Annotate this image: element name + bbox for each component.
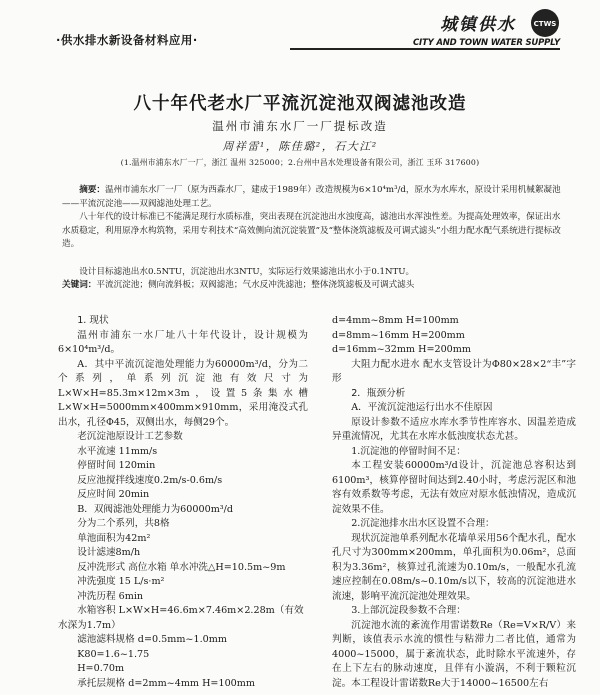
journal-logo-icon (530, 8, 560, 38)
subsection-heading: 1.沉淀池的停留时间不足： (351, 445, 466, 457)
abstract-paragraph-1 (62, 184, 567, 211)
abstract-paragraph-3: 设计目标滤池出水0.5NTU，沉淀池出水3NTU，实际运行效果滤池出水小于0.1NTU。 (79, 267, 415, 277)
param-row: d=4mm~8mm H=100mm (332, 315, 459, 326)
article-subtitle: 温州市浦东水厂一厂提标改造 (212, 119, 388, 133)
body-paragraph: 现状沉淀池单系列配水花墙单采用56个配水孔，配水孔尺寸为300mm×200mm，单孔面积为0.06m²，总面积为3.36m²，核算过孔流速为0.10m/s，一般配水孔流速应控制在0.08m/s~0.10m/s以下，较高的沉淀池进水流速，影响平流沉淀池处理效果。 (332, 532, 576, 602)
param-row: K80=1.6~1.75 (77, 648, 150, 660)
body-paragraph: 大阻力配水进水 配水支管设计为Φ80×28×2“丰”字形 (332, 358, 576, 384)
params-title: 老沉淀池原设计工艺参数 (77, 431, 183, 442)
keywords-text: 平流沉淀池；侧向流斜板；双阀滤池；气水反冲洗滤池；整体浇筑滤板及可调式滤头 (96, 280, 415, 290)
journal-title-en: CITY AND TOWN WATER SUPPLY (413, 38, 560, 48)
subsection-heading: 2.沉淀池排水出水区设置不合理： (351, 518, 495, 529)
param-row: 冲洗强度 15 L/s·m² (77, 576, 165, 587)
param-row: 水平流速 11mm/s (77, 445, 158, 457)
section-heading-status: 1. 现状 (77, 315, 109, 326)
body-paragraph: 温州市浦东一水厂址八十年代设计，设计规模为6×10⁴m³/d。 (58, 329, 308, 355)
journal-title-cn: 城镇供水 (440, 15, 516, 35)
subsection-heading: 3.上部沉淀段参数不合理： (351, 605, 466, 616)
param-row: 冲洗历程 6min (77, 590, 144, 602)
param-row: d=8mm~16mm H=200mm (332, 329, 465, 341)
param-row: 反冲洗形式 高位水箱 单水冲洗△H=10.5m~9m (77, 561, 286, 573)
param-row: 滤池滤料规格 d=0.5mm~1.0mm (77, 634, 227, 645)
article-authors: 周祥雷¹，陈佳璐²，石大江² (222, 140, 378, 153)
param-row: 设计滤速8m/h (77, 547, 141, 558)
subsection-heading: A．平流沉淀池运行出水不佳原因 (351, 402, 493, 413)
param-row: 单池面积为42m² (77, 532, 151, 544)
body-paragraph: 原设计参数不适应水库水季节性库容水、因温差造成异重流情况，尤其在水库水低浊度状态尤甚。 (332, 416, 576, 442)
body-paragraph: B．双阀滤池处理能力为60000m³/d (77, 503, 234, 515)
article-affiliation: (1.温州市浦东水厂一厂，浙江 温州 325000；2.台州中昌水处理设备有限公司，浙江 玉环 317600) (120, 158, 480, 167)
param-row: 水箱容积 L×W×H=46.6m×7.46m×2.28m（有效水深为1.7m） (58, 605, 304, 631)
param-row: 反应池搅拌线速度0.2m/s-0.6m/s (77, 474, 223, 486)
param-row: 反应时间 20min (77, 489, 150, 500)
article-title: 八十年代老水厂平流沉淀池双阀滤池改造 (133, 94, 467, 114)
keywords-line (62, 279, 567, 293)
abstract-paragraph-2: 八十年代的设计标准已不能满足现行水质标准，突出表现在沉淀池出水浊度高，滤池出水浑浊性差。为提高处理效率，保证出水水质稳定，利用原净水构筑物，采用专利技术“高效侧向流沉淀装置”及“整体浇筑滤板及可调式滤头”小组力配水配气系统进行提标改造。 (62, 212, 561, 249)
param-row: 分为二个系列，共8格 (77, 518, 170, 529)
body-paragraph: A．其中平流沉淀池处理能力为60000m³/d，分为二个系列，单系列沉淀池有效尺寸为L×W×H=85.3m×12m×3m，设置5条集水槽L×W×H=5000mm×400mm×910mm，采用淹没式孔出水，孔径Φ45，双侧出水，每侧29个。 (58, 358, 308, 428)
body-paragraph: 沉淀池水流的紊流作用雷诺数Re（Re=V×R/V）来判断，该值表示水流的惯性与粘滞力二者比值，通常为4000~15000，属于紊流状态，此时除水平流速外，存在上下左右的脉动速度，且伴有小漩涡，不利于颗粒沉淀。本工程设计雷诺数Re大于14000~16500左右 (332, 619, 576, 689)
header-rule (290, 48, 560, 50)
param-row: 停留时间 120min (77, 460, 156, 471)
param-row: H=0.70m (77, 663, 125, 674)
left-column (58, 314, 308, 691)
keywords-label: 关键词： (62, 280, 97, 290)
body-paragraph: 本工程安装60000m³/d设计，沉淀池总容积达到6100m³，核算停留时间达到2.40小时，考虑污泥区和池容有效系数等考虑，无法有效应对原水低浊情况，造成沉淀效果不佳。 (332, 460, 576, 515)
abstract-label: 摘要： (79, 185, 105, 195)
section-heading-bottleneck: 2．瓶颈分析 (351, 387, 406, 399)
right-column (332, 314, 576, 691)
param-row: d=16mm~32mm H=200mm (332, 344, 471, 355)
param-row: 承托层规格 d=2mm~4mm H=100mm (77, 677, 255, 689)
abstract-text-1: 温州市浦东水厂一厂（原为西森水厂，建成于1989年）改造规模为6×10⁴m³/d，原水为水库水，原设计采用机械絮凝池——平流沉淀池——双阀滤池处理工艺。 (62, 185, 561, 209)
section-header: ·供水排水新设备材料应用· (56, 33, 198, 47)
journal-logo-text: CTWS (533, 20, 557, 28)
